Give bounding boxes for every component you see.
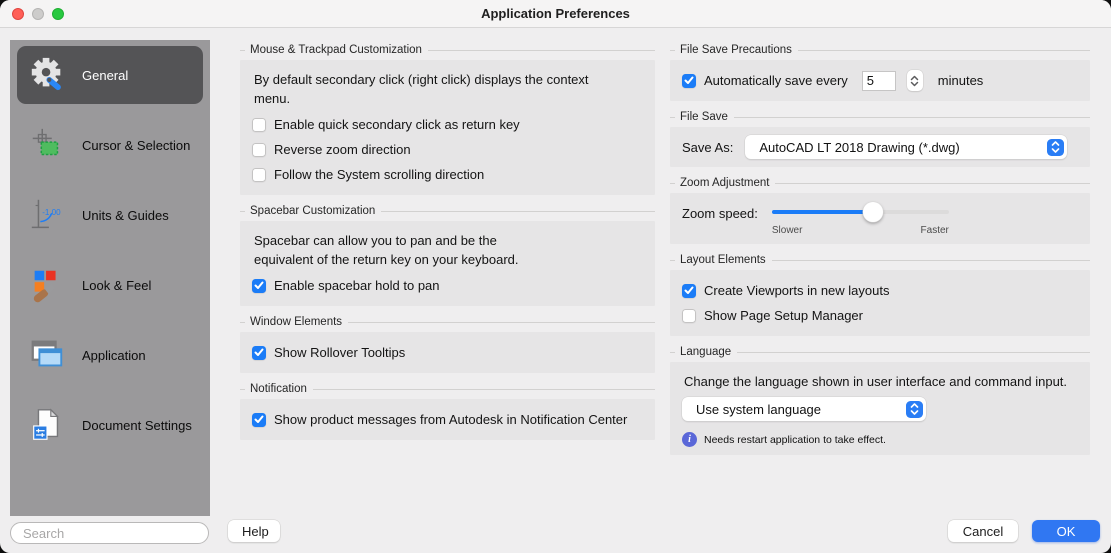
save-as-value: AutoCAD LT 2018 Drawing (*.dwg) (759, 139, 960, 155)
minimize-button[interactable] (32, 8, 44, 20)
zoom-speed-label: Zoom speed: (682, 206, 758, 221)
checkbox[interactable] (252, 118, 266, 132)
autosave-minutes-field[interactable] (862, 71, 896, 91)
dropdown-chevrons-icon (906, 401, 923, 418)
language-dropdown[interactable] (682, 397, 926, 421)
paintbrush-icon (28, 266, 66, 304)
checkbox-label: Reverse zoom direction (274, 142, 411, 157)
document-settings-icon (28, 406, 66, 444)
group-notification (240, 381, 655, 440)
group-title: Mouse & Trackpad Customization (240, 42, 655, 58)
checkbox-row-page-setup-manager[interactable] (682, 303, 1078, 328)
checkbox-label: Enable quick secondary click as return key (274, 117, 520, 132)
checkbox-row-create-viewports[interactable] (682, 278, 1078, 303)
slider-thumb[interactable] (863, 202, 883, 222)
info-icon: i (682, 432, 697, 447)
stepper-control[interactable] (907, 70, 923, 91)
ruler-units-icon (28, 196, 66, 234)
sidebar-item-label: Units & Guides (82, 207, 169, 223)
group-zoom-adjustment (670, 175, 1090, 244)
help-button[interactable]: Help (228, 520, 280, 542)
slider-max-label: Faster (920, 225, 949, 236)
traffic-lights (12, 8, 64, 20)
cancel-button[interactable]: Cancel (948, 520, 1018, 542)
zoom-speed-slider[interactable] (772, 202, 949, 222)
checkbox-label: Show product messages from Autodesk in Notification Center (274, 412, 628, 427)
general-settings-column (240, 42, 655, 448)
chevron-down-icon (910, 81, 919, 87)
sidebar-item-document-settings[interactable] (10, 390, 210, 460)
checkbox-row-system-scrolling[interactable] (252, 162, 643, 187)
group-spacebar (240, 203, 655, 306)
sidebar-item-units-guides[interactable] (10, 180, 210, 250)
zoom-button[interactable] (52, 8, 64, 20)
sidebar-item-label: General (82, 67, 129, 83)
sidebar-item-cursor-selection[interactable] (10, 110, 210, 180)
checkbox-row-quick-secondary-click[interactable] (252, 112, 643, 137)
checkbox-label: Enable spacebar hold to pan (274, 278, 440, 293)
group-language (670, 344, 1090, 455)
group-file-save-precautions (670, 42, 1090, 101)
group-file-save (670, 109, 1090, 167)
checkbox[interactable] (682, 284, 696, 298)
autosave-label-before: Automatically save every (704, 73, 848, 88)
restart-note (682, 432, 1078, 447)
checkbox[interactable] (682, 309, 696, 323)
group-title: Layout Elements (670, 252, 1090, 268)
close-button[interactable] (12, 8, 24, 20)
language-value: Use system language (696, 401, 822, 417)
search-input[interactable] (10, 522, 209, 544)
dropdown-chevrons-icon (1047, 139, 1064, 156)
spacebar-description: Spacebar can allow you to pan and be the equivalent of the return key on your keyboard. (254, 233, 519, 267)
checkbox-row-rollover-tooltips[interactable] (252, 340, 643, 365)
save-as-dropdown[interactable] (745, 135, 1067, 159)
sidebar-item-general[interactable] (17, 46, 203, 104)
checkbox[interactable] (252, 346, 266, 360)
checkbox-row-product-messages[interactable] (252, 407, 643, 432)
sidebar-item-label: Look & Feel (82, 277, 152, 293)
crosshair-selection-icon (28, 126, 66, 164)
window-title: Application Preferences (481, 6, 630, 21)
checkbox-label: Follow the System scrolling direction (274, 167, 485, 182)
checkbox-row-spacebar-pan[interactable] (252, 273, 643, 298)
title-bar (0, 0, 1111, 28)
sidebar-item-label: Application (82, 347, 146, 363)
group-title: File Save Precautions (670, 42, 1090, 58)
save-as-label: Save As: (682, 139, 734, 155)
file-settings-column (670, 42, 1090, 463)
checkbox[interactable] (252, 413, 266, 427)
group-layout-elements (670, 252, 1090, 336)
checkbox-row-reverse-zoom[interactable] (252, 137, 643, 162)
app-window-icon (28, 336, 66, 374)
slider-fill (772, 210, 873, 214)
restart-note-text: Needs restart application to take effect. (704, 433, 886, 446)
checkbox-label: Show Rollover Tooltips (274, 345, 406, 360)
group-title: Notification (240, 381, 655, 397)
autosave-label-after: minutes (937, 73, 984, 88)
sidebar-item-look-feel[interactable] (10, 250, 210, 320)
sidebar-item-application[interactable] (10, 320, 210, 390)
checkbox[interactable] (252, 143, 266, 157)
language-description: Change the language shown in user interface and command input. (684, 374, 1068, 389)
checkbox[interactable] (252, 168, 266, 182)
ok-button[interactable]: OK (1032, 520, 1100, 542)
sidebar (10, 40, 210, 516)
group-title: Zoom Adjustment (670, 175, 1090, 191)
group-title: Language (670, 344, 1090, 360)
gear-wrench-icon (28, 56, 66, 94)
autosave-row (682, 68, 1078, 93)
group-title: File Save (670, 109, 1090, 125)
checkbox-label: Show Page Setup Manager (704, 308, 863, 323)
mouse-description: By default secondary click (right click) displays the context menu. (254, 72, 589, 106)
group-mouse-trackpad (240, 42, 655, 195)
svg-text:-1.00: -1.00 (42, 208, 61, 217)
group-window-elements (240, 314, 655, 373)
sidebar-item-label: Cursor & Selection (82, 137, 191, 153)
group-title: Window Elements (240, 314, 655, 330)
group-title: Spacebar Customization (240, 203, 655, 219)
sidebar-item-label: Document Settings (82, 417, 192, 433)
checkbox-label: Create Viewports in new layouts (704, 283, 890, 298)
checkbox[interactable] (682, 74, 696, 88)
checkbox[interactable] (252, 279, 266, 293)
slider-min-label: Slower (771, 225, 803, 236)
